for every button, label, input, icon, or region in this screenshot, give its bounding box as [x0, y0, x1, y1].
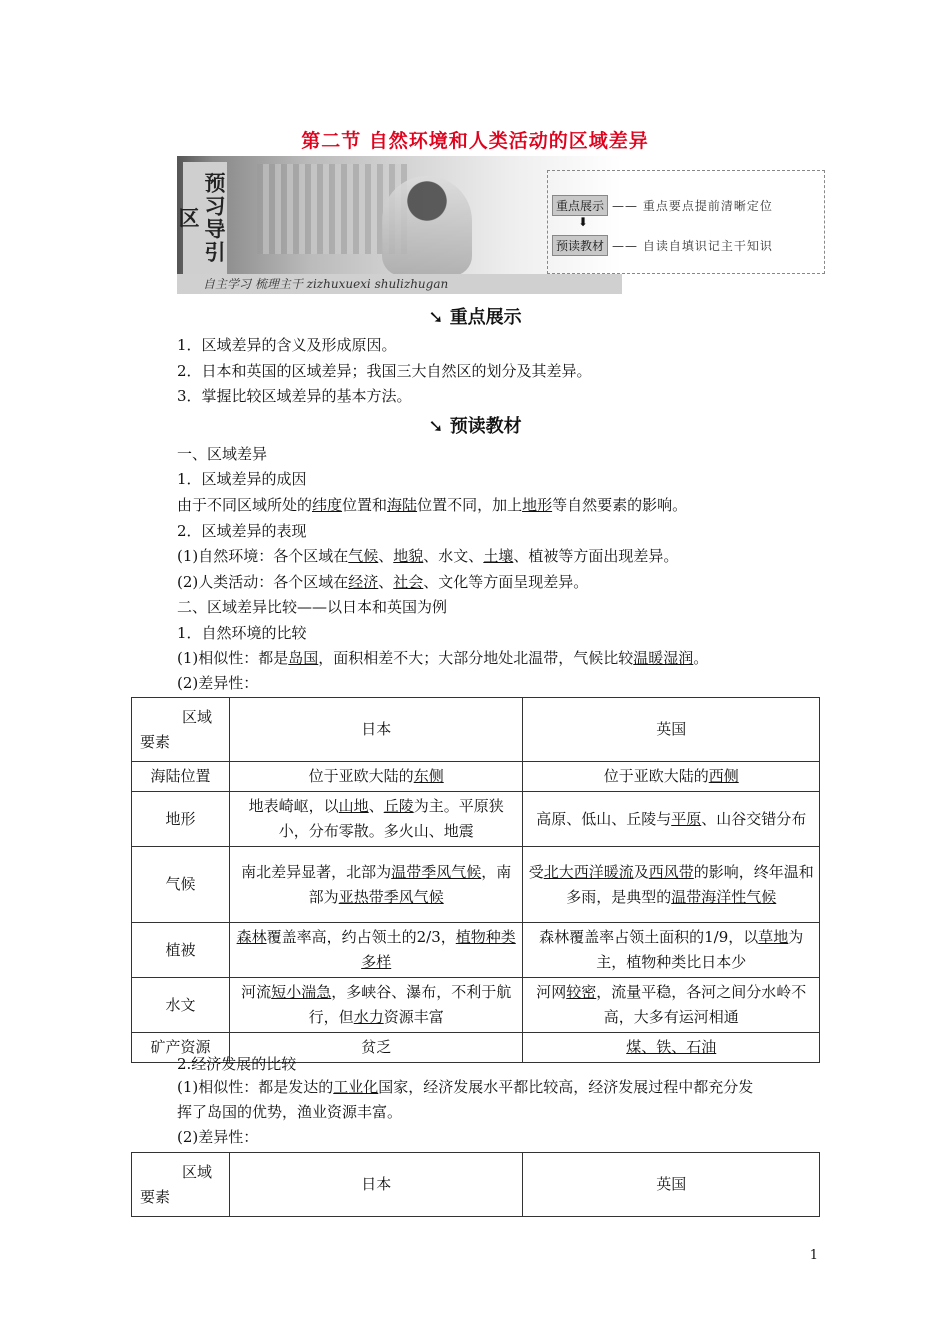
uk-cell: 高原、低山、丘陵与平原、山谷交错分布 — [523, 792, 820, 847]
key-point-3: 3．掌握比较区域差异的基本方法。 — [177, 387, 412, 405]
difference-label: (2)差异性： — [177, 674, 259, 692]
reader-image — [382, 176, 472, 276]
economy-difference-label: (2)差异性： — [177, 1128, 259, 1146]
uk-cell: 位于亚欧大陆的西侧 — [523, 762, 820, 792]
japan-cell: 河流短小湍急，多峡谷、瀑布，不利于航行，但水力资源丰富 — [229, 978, 523, 1033]
table-header-uk: 英国 — [523, 1153, 820, 1217]
key-point-1: 1．区域差异的含义及形成原因。 — [177, 336, 397, 354]
uk-cell: 森林覆盖率占领土面积的1/9，以草地为主，植物种类比日本少 — [523, 923, 820, 978]
similarity-line: (1)相似性：都是岛国，面积相差不大；大部分地处北温带，气候比较温暖湿润。 — [177, 649, 709, 667]
table-header-japan: 日本 — [229, 698, 523, 762]
row-label-cell: 气候 — [132, 847, 230, 923]
economy-similarity-line: (1)相似性：都是发达的工业化国家，经济发展水平都比较高，经济发展过程中都充分发 — [177, 1078, 754, 1096]
uk-cell: 受北大西洋暖流及西风带的影响，终年温和多雨，是典型的温带海洋性气候 — [523, 847, 820, 923]
row-label-cell: 地形 — [132, 792, 230, 847]
japan-cell: 贫乏 — [229, 1033, 523, 1063]
banner-vertical-title: 预习导引区 — [183, 162, 227, 274]
row-label-cell: 矿产资源 — [132, 1033, 230, 1063]
page-number: 1 — [809, 1248, 818, 1263]
tag-key-points-desc: —— 重点要点提前清晰定位 — [612, 199, 773, 213]
uk-cell: 河网较密，流量平稳，各河之间分水岭不高，大多有运河相通 — [523, 978, 820, 1033]
economy-similarity-line-2: 挥了岛国的优势，渔业资源丰富。 — [177, 1103, 403, 1121]
uk-cell: 煤、铁、石油 — [523, 1033, 820, 1063]
banner-guide-box — [547, 170, 825, 274]
section-heading-preview — [0, 412, 950, 438]
row-label-cell: 植被 — [132, 923, 230, 978]
table-header-japan: 日本 — [229, 1153, 523, 1217]
table-corner-cell: 区域 要素 — [132, 1153, 230, 1217]
section-heading-key — [0, 303, 950, 329]
table-corner-cell: 区域 要素 — [132, 698, 230, 762]
table-row — [132, 978, 820, 1033]
subheading-causes: 1．区域差异的成因 — [177, 470, 307, 488]
banner-subtitle: 自主学习 梳理主干 zizhuxuexi shulizhugan — [177, 274, 622, 294]
table-row — [132, 923, 820, 978]
section-heading-preview-text: 预读教材 — [449, 416, 522, 437]
preview-banner — [177, 156, 823, 294]
japan-cell: 位于亚欧大陆的东侧 — [229, 762, 523, 792]
key-point-2: 2．日本和英国的区域差异；我国三大自然区的划分及其差异。 — [177, 362, 592, 380]
table-row — [132, 792, 820, 847]
table-header-uk: 英国 — [523, 698, 820, 762]
subheading-natural-comparison: 1．自然环境的比较 — [177, 624, 307, 642]
page-title: 第二节 自然环境和人类活动的区域差异 — [301, 130, 649, 152]
row-label-cell: 海陆位置 — [132, 762, 230, 792]
causes-paragraph: 由于不同区域所处的纬度位置和海陆位置不同，加上地形等自然要素的影响。 — [177, 496, 688, 514]
natural-comparison-table — [131, 697, 820, 1063]
table-row — [132, 762, 820, 792]
economy-comparison-table — [131, 1152, 820, 1217]
japan-cell: 南北差异显著，北部为温带季风气候，南部为亚热带季风气候 — [229, 847, 523, 923]
arrow-icon: ➘ — [428, 307, 444, 328]
heading-comparison: 二、区域差异比较——以日本和英国为例 — [177, 598, 448, 616]
natural-environment-line: (1)自然环境：各个区域在气候、地貌、水文、土壤、植被等方面出现差异。 — [177, 547, 679, 565]
arrow-down-icon: ⬇ — [578, 215, 589, 229]
human-activity-line: (2)人类活动：各个区域在经济、社会、文化等方面呈现差异。 — [177, 573, 589, 591]
tag-key-points: 重点展示 — [552, 195, 608, 216]
subheading-economy-comparison: 2.经济发展的比较 — [177, 1055, 297, 1073]
japan-cell: 地表崎岖，以山地、丘陵为主。平原狭小，分布零散。多火山、地震 — [229, 792, 523, 847]
tag-preview-desc: —— 自读自填识记主干知识 — [612, 239, 773, 253]
japan-cell: 森林覆盖率高，约占领土的2/3，植物种类多样 — [229, 923, 523, 978]
row-label-cell: 水文 — [132, 978, 230, 1033]
heading-regional-difference: 一、区域差异 — [177, 445, 268, 463]
section-heading-key-text: 重点展示 — [449, 307, 522, 328]
tag-preview: 预读教材 — [552, 235, 608, 256]
table-row — [132, 847, 820, 923]
arrow-icon: ➘ — [428, 416, 444, 437]
subheading-manifestation: 2．区域差异的表现 — [177, 522, 307, 540]
